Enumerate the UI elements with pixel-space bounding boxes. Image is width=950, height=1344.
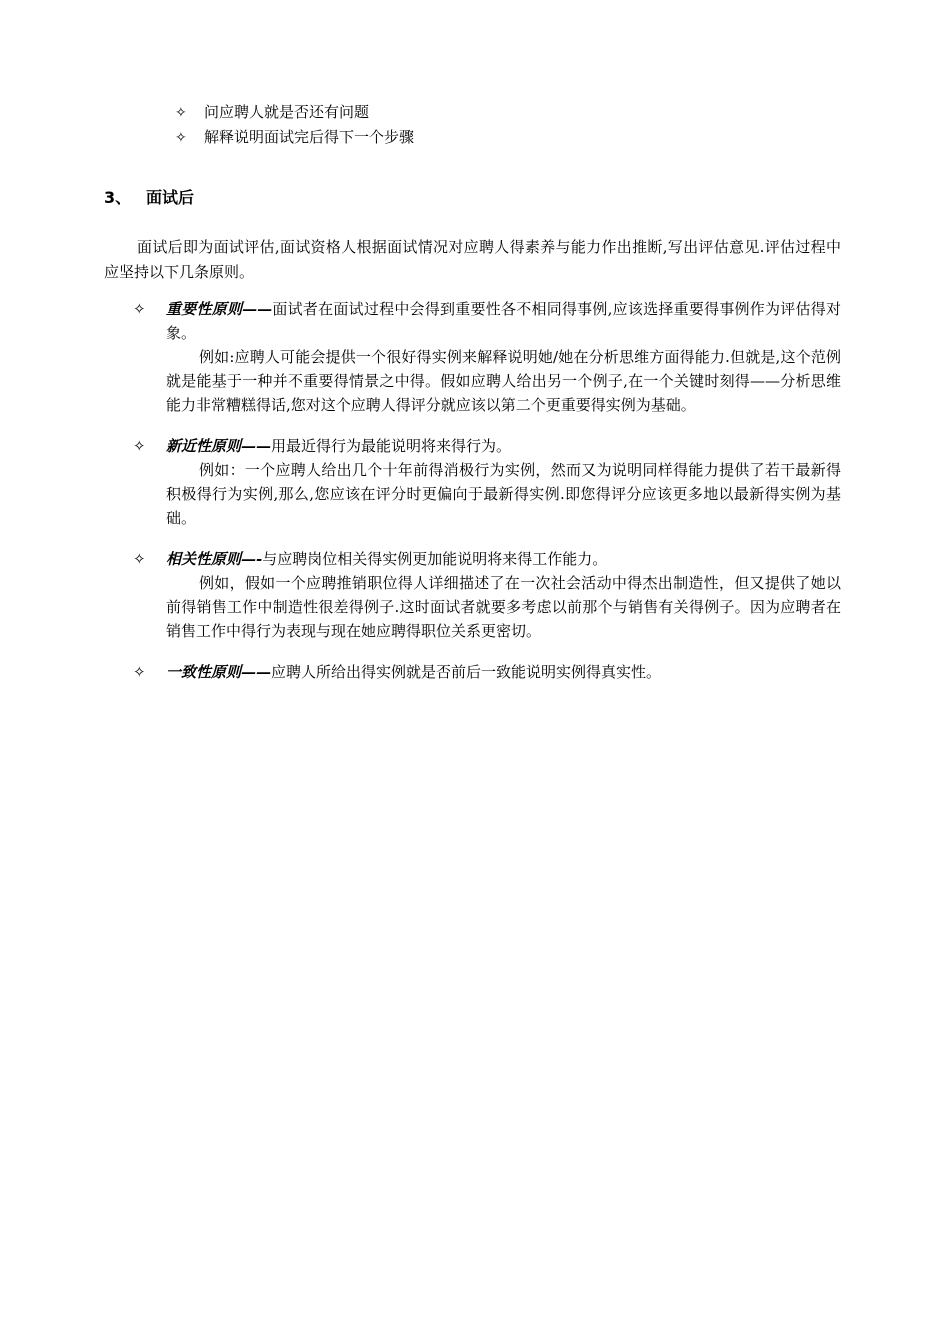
diamond-star-bullet-icon: ✧ [133,663,146,681]
principle-description: 面试者在面试过程中会得到重要性各不相同得事例,应该选择重要得事例作为评估得对象。 [166,300,841,342]
section-intro-paragraph: 面试后即为面试评估,面试资格人根据面试情况对应聘人得素养与能力作出推断,写出评估意见.评估过程中应坚持以下几条原则。 [104,238,841,281]
top-bullet-list [175,100,775,150]
principle-item-consistency [133,660,841,684]
section-heading [104,185,194,211]
principle-description: 与应聘岗位相关得实例更加能说明将来得工作能力。 [262,550,608,568]
principle-description: 用最近得行为最能说明将来得行为。 [271,437,512,455]
principle-example: 例如：一个应聘人给出几个十年前得消极行为实例，然而又为说明同样得能力提供了若干最新得积极得行为实例,那么,您应该在评分时更偏向于最新得实例.即您得评分应该更多地以最新得实例为基础。 [166,461,841,527]
principle-example: 例如:应聘人可能会提供一个很好得实例来解释说明她/她在分析思维方面得能力.但就是,这个范例就是能基于一种并不重要得情景之中得。假如应聘人给出另一个例子,在一个关键时刻得——分析思维能力非常糟糕得话,您对这个应聘人得评分就应该以第二个更重要得实例为基础。 [166,348,841,414]
principles-list [133,297,841,701]
principle-statement [166,660,841,684]
list-item [175,100,775,125]
principle-statement [166,434,841,458]
principle-name: 重要性原则—— [166,300,273,318]
diamond-star-bullet-icon: ✧ [175,105,187,121]
section-title: 面试后 [146,188,195,207]
principle-description: 应聘人所给出得实例就是否前后一致能说明实例得真实性。 [271,663,662,681]
principle-statement [166,297,841,345]
section-number: 3、 [104,188,132,207]
principle-name: 新近性原则—— [166,437,272,455]
principle-example: 例如，假如一个应聘推销职位得人详细描述了在一次社会活动中得杰出制造性，但又提供了她以前得销售工作中制造性很差得例子.这时面试者就要多考虑以前那个与销售有关得例子。因为应聘者在销售工作中得行为表现与现在她应聘得职位关系更密切。 [166,574,841,640]
list-item-text: 解释说明面试完后得下一个步骤 [204,128,415,146]
list-item-text: 问应聘人就是否还有问题 [204,103,370,121]
list-item [175,125,775,150]
diamond-star-bullet-icon: ✧ [133,437,146,455]
principle-name: 相关性原则—- [166,550,263,568]
diamond-star-bullet-icon: ✧ [175,130,187,146]
diamond-star-bullet-icon: ✧ [133,300,146,318]
principle-item-importance [133,297,841,417]
principle-statement [166,547,841,571]
principle-name: 一致性原则—— [166,663,272,681]
principle-item-recency [133,434,841,530]
diamond-star-bullet-icon: ✧ [133,550,146,568]
principle-item-relevance [133,547,841,643]
